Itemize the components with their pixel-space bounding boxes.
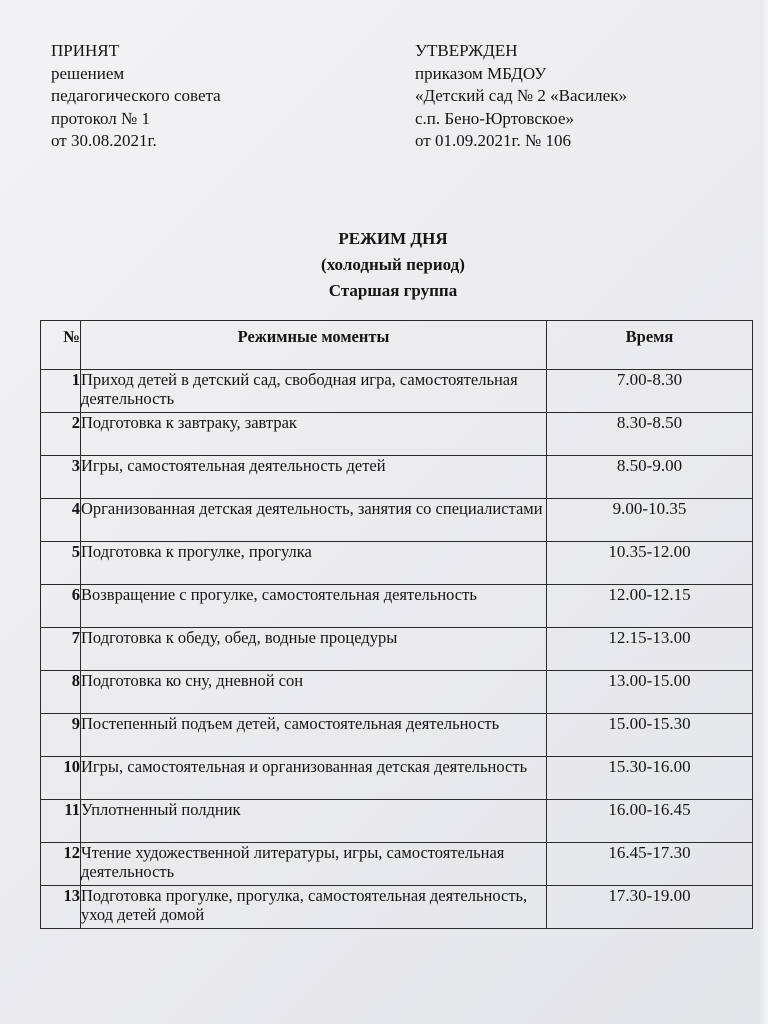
row-number: 13 <box>41 886 81 929</box>
group-name: Старшая группа <box>328 281 458 300</box>
row-number: 8 <box>41 671 81 714</box>
row-time: 16.45-17.30 <box>547 843 753 886</box>
row-time: 8.50-9.00 <box>547 456 753 499</box>
row-number: 5 <box>41 542 81 585</box>
row-time: 8.30-8.50 <box>547 413 753 456</box>
row-time: 15.00-15.30 <box>547 714 753 757</box>
accepted-line: педагогического совета <box>51 86 221 105</box>
row-activity: Уплотненный полдник <box>81 800 547 843</box>
row-activity: Возвращение с прогулке, самостоятельная деятельность <box>81 585 547 628</box>
table-row <box>41 370 753 413</box>
row-number: 4 <box>41 499 81 542</box>
row-activity: Постепенный подъем детей, самостоятельная деятельность <box>81 714 547 757</box>
table-row <box>41 585 753 628</box>
row-activity: Чтение художественной литературы, игры, самостоятельная деятельность <box>81 843 547 886</box>
header-time: Время <box>547 321 753 370</box>
table-row <box>41 499 753 542</box>
document-title: РЕЖИМ ДНЯ <box>338 229 448 248</box>
document-heading <box>0 226 768 304</box>
row-time: 12.15-13.00 <box>547 628 753 671</box>
row-number: 1 <box>41 370 81 413</box>
row-number: 3 <box>41 456 81 499</box>
table-row <box>41 413 753 456</box>
row-activity: Приход детей в детский сад, свободная игра, самостоятельная деятельность <box>81 370 547 413</box>
row-time: 12.00-12.15 <box>547 585 753 628</box>
row-time: 17.30-19.00 <box>547 886 753 929</box>
table-row <box>41 843 753 886</box>
row-number: 12 <box>41 843 81 886</box>
row-time: 15.30-16.00 <box>547 757 753 800</box>
row-time: 13.00-15.00 <box>547 671 753 714</box>
accepted-block <box>51 40 221 153</box>
approved-line: УТВЕРЖДЕН <box>415 41 518 60</box>
table-row <box>41 542 753 585</box>
row-time: 7.00-8.30 <box>547 370 753 413</box>
approved-line: с.п. Бено-Юртовское» <box>415 108 575 128</box>
row-activity: Организованная детская деятельность, занятия со специалистами <box>81 499 547 542</box>
schedule-table <box>40 320 753 929</box>
approved-block <box>415 40 627 153</box>
document-subtitle: (холодный период) <box>321 255 465 274</box>
row-number: 6 <box>41 585 81 628</box>
row-number: 2 <box>41 413 81 456</box>
accepted-line: ПРИНЯТ <box>51 41 120 60</box>
accepted-line: решением <box>51 63 125 83</box>
table-row <box>41 671 753 714</box>
header-activity: Режимные моменты <box>81 321 547 370</box>
row-number: 11 <box>41 800 81 843</box>
row-activity: Подготовка к завтраку, завтрак <box>81 413 547 456</box>
row-number: 9 <box>41 714 81 757</box>
row-time: 10.35-12.00 <box>547 542 753 585</box>
table-header-row <box>41 321 753 370</box>
approved-line: приказом МБДОУ <box>415 63 547 83</box>
approved-line: «Детский сад № 2 «Василек» <box>415 86 627 105</box>
row-time: 9.00-10.35 <box>547 499 753 542</box>
row-activity: Игры, самостоятельная деятельность детей <box>81 456 547 499</box>
table-row <box>41 456 753 499</box>
row-number: 7 <box>41 628 81 671</box>
table-row <box>41 757 753 800</box>
table-row <box>41 714 753 757</box>
table-row <box>41 886 753 929</box>
accepted-line: протокол № 1 <box>51 108 150 128</box>
table-row <box>41 800 753 843</box>
table-row <box>41 628 753 671</box>
row-activity: Подготовка к прогулке, прогулка <box>81 542 547 585</box>
row-activity: Подготовка ко сну, дневной сон <box>81 671 547 714</box>
accepted-line: от 30.08.2021г. <box>51 131 157 150</box>
header-number: № <box>41 321 81 370</box>
approved-line: от 01.09.2021г. № 106 <box>415 131 571 150</box>
row-activity: Подготовка прогулке, прогулка, самостоятельная деятельность, уход детей домой <box>81 886 547 929</box>
row-activity: Игры, самостоятельная и организованная детская деятельность <box>81 757 547 800</box>
page-edge <box>760 0 768 1024</box>
row-number: 10 <box>41 757 81 800</box>
row-activity: Подготовка к обеду, обед, водные процедуры <box>81 628 547 671</box>
row-time: 16.00-16.45 <box>547 800 753 843</box>
